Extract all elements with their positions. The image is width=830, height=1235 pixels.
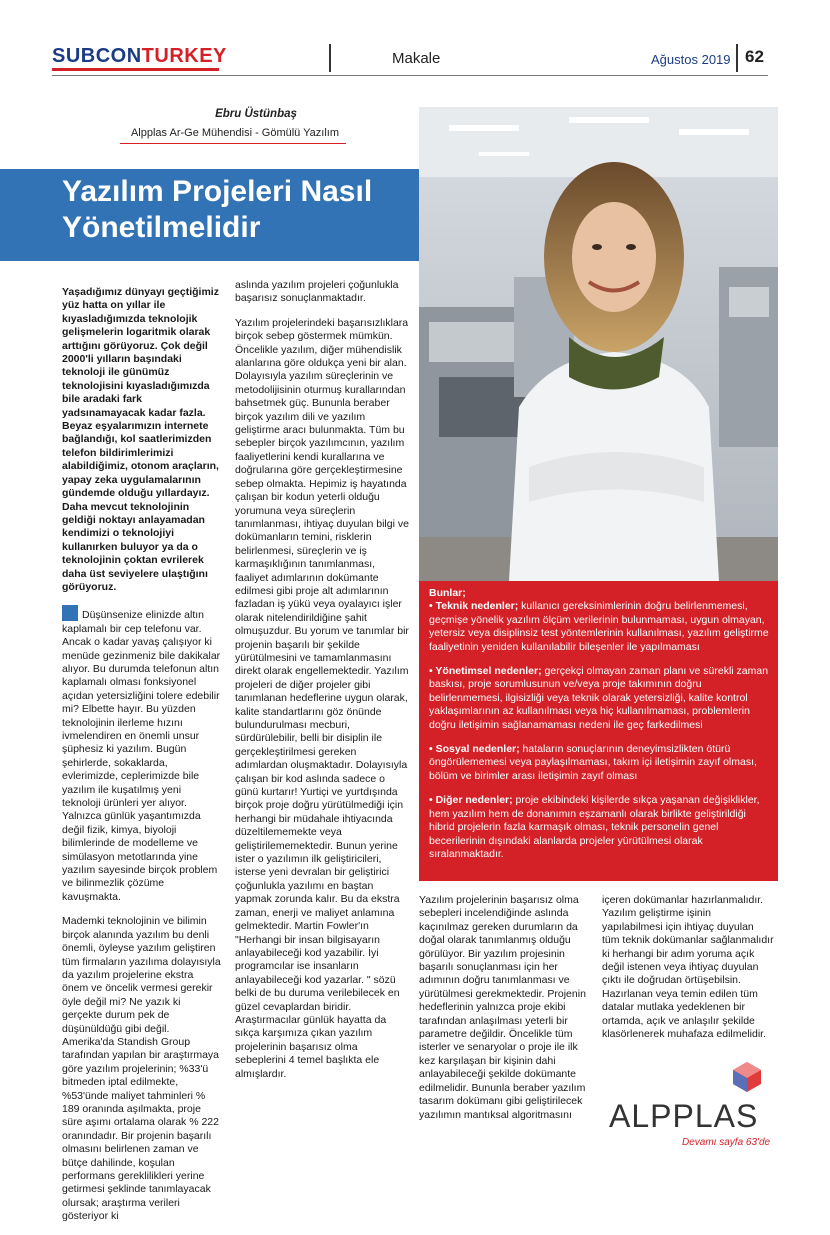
page-number: 62	[745, 47, 764, 66]
causes-box	[419, 581, 778, 881]
cause-title: • Sosyal nedenler;	[429, 743, 520, 756]
section-label: Makale	[392, 50, 441, 67]
body-paragraph: içeren dokümanlar hazırlanmalıdır. Yazılım geliştirme işinin yapılabilmesi için ihtiyaç duyulan tüm teknik dokümanlar sağlanmalıdır ki herhangi bir adım yoruma açık değil istenen veya ihtiyaç duyulan çıktı ile doğrudan örtüşebilsin. Hazırlanan veya temin edilen tüm datalar mutlaka yedeklenen bir ortamda, açık ve anlaşılır şekilde klasörlenerek muhafaza edilmelidir.	[602, 894, 774, 1041]
cause-item	[429, 743, 770, 783]
header-divider	[52, 75, 768, 76]
body-paragraph: Yazılım projelerindeki başarısızlıklara birçok sebep göstermek mümkün. Öncelikle yazılım, diğer mühendislik alanlarına göre oldukça yeni bir alan. Dolayısıyla yazılım süreçlerinin ve metodolijisinin oturmuş kurallarından bahsetmek güç. Bununla beraber birçok yazılım dili ve yazılım geliştirme aracı bulunmakta. Tüm bu sebepler birçok yazılımcının, yazılım faaliyetlerini kendi kurallarına ve doğrularına göre gerçekleştirmesine sebep olmakta. Hepimiz iş hayatında çalışan bir kodun yeterli olduğu yorumuna veya süreçlerin tanımlanması, ihtiyaç duyulan bilgi ve dokümanların temini, risklerin belirlenmesi, süreçlerin ve iş karmaşıklığının tanımlanması, faaliyet adımlarının dokümante edilmesi gibi proje alt adımlarının fazladan iş yükü veya oyalayıcı işler olarak nitelendirildiğine şahit olmuşuzdur. Bu yorum ve tanımlar bir projenin başarılı bir şekilde yürütülmesini ve tamamlanmasını direkt olarak engellemektedir. Yazılım projeleri de diğer projeler gibi tanımlanan hedeflerine uygun olarak, kalite standartlarını göz önünde bulundurulması mecburi, sürdürülebilir, belli bir disiplin ile gerçekleştirilmesi gereken adımlardan oluşmaktadır. Dolayısıyla çalışan bir kod aslında sadece o günü kurtarır! Yurtiçi ve yurtdışında birçok proje doğru yürütülmediği için herhangi bir müdahale ihtiyacında düzeltilememekte veya geliştirilememektedir. Bunun yerine ister o yazılımın ilk geliştiricileri, isterse yeni devralan bir geliştirici çoğunlukla yazılımı en baştan yapmak zorunda kalır. Bu da ekstra zaman, enerji ve maliyet anlamına gelmektedir. Martin Fowler'ın "Herhangi bir insan bilgisayarın anlayabileceği kod yazabilir. İyi programcılar ise insanların anlayabileceği kod yazarlar. " sözü belki de bu duruma verilebilecek en güzel cevaplardan biridir. Araştırmacılar günlük hayatta da sıkça karşımıza çıkan yazılım projelerinin başarısız olma sebeplerini 4 temel başlıkta ele almışlardır.	[235, 316, 409, 1080]
section-marker	[62, 605, 78, 621]
article-column-2	[235, 279, 411, 1092]
causes-heading: Bunlar;	[429, 587, 466, 599]
lead-paragraph: Yaşadığımız dünyayı geçtiğimiz yüz hatta on yıllar ile kıyasladığımızda teknolojik gelişmelerin logaritmik olarak arttığını görüyoruz. Çok değil 2000'li yılların başındaki teknoloji ile günümüz teknolojisini kıyasladığımızda bile aradaki fark yadsınamayacak kadar fazla. Beyaz eşyalarımızın internete bağlandığı, kol saatlerimizden telefon bildirimlerimizi alabildiğimiz, otonom araçların, yapay zeka uygulamalarının gündemde olduğu yıllardayız. Daha mevcut teknolojinin geldiği noktayı anlayamadan kendimizi o teknolojiyi kullanırken buluyor ya da o teknolojinin çoktan evrilerek daha üst seviyelere ulaştığını görüyoruz.	[62, 286, 219, 593]
body-paragraph: Mademki teknolojinin ve bilimin birçok alanında yazılım bu denli önemli, öyleyse yazılım geliştiren tüm firmaların yazılıma dolayısıyla da yazılım projelerine ekstra önem ve öncelik vermesi gerekir öyle değil mi? Ne yazık ki gerçekte durum pek de düşünüldüğü gibi değil. Amerika'da Standish Group tarafından yapılan bir araştırmaya göre yazılım projelerinin; %33'ü bitmeden iptal edilmekte, %53'ünde maliyet tahminleri % 189 oranında aşılmakta, proje süre aşımı ortalama olarak % 222 oranındadır. Bir projenin başarılı olmasını belirlenen zaman ve bütçe dahilinde, koşulan performans gereklilikleri yerine getirmesi şeklinde tanımlayacak olursak; araştırma verileri gösteriyor ki	[62, 915, 221, 1223]
article-title: Yazılım Projeleri Nasıl Yönetilmelidir	[62, 175, 373, 244]
author-name: Ebru Üstünbaş	[215, 108, 297, 120]
cause-text: gerçekçi olmayan zaman planı ve sürekli zaman baskısı, proje sorumlusunun ve/veya proje takımının doğru belirlenmemesi, ilgisizliği veya teknik olarak yetersizliği, kalite kontrol yaklaşımlarının az kullanılması veya hiç kullanılmaması, problemlerin doğru iletişimin sağlanamaması nedeni ile geç farkedilmesi	[429, 665, 769, 731]
logo-turkey: TURKEY	[141, 45, 227, 67]
cause-text: proje ekibindeki kişilerde sıkça yaşanan değişiklikler, hem yazılım hem de donanımın eşzamanlı olarak birlikte geliştirildiği hibrid projelerin fazla karmaşık olması, teknik personelin genel becerilerinin dışındaki alanlarda projeler yürütülmesi olarak sıralanmaktadır.	[429, 794, 760, 860]
alpplas-brand: ALPPLAS	[609, 1098, 759, 1134]
continued-note: Devamı sayfa 63'de	[682, 1137, 771, 1148]
article-column-1	[62, 286, 222, 1235]
logo-underline	[52, 68, 219, 71]
header-separator	[736, 44, 738, 72]
header-separator	[329, 44, 331, 72]
cause-item	[429, 600, 770, 654]
cause-title: • Yönetimsel nedenler;	[429, 665, 542, 678]
cause-text: hataların sonuçlarının deneyimsizlikten ötürü öngörülememesi veya paylaşılmaması, takım içi iletişimin zayıf olması, bölüm ve birimler arası iletişimin zayıf olması	[429, 743, 757, 782]
cause-text: kullanıcı gereksinimlerinin doğru belirlenmemesi, geçmişe yönelik yazılım ölçüm verilerinin bulunmaması, uygun olmayan, yetersiz veya disiplinsiz test yöntemlerinin kullanılması, yazılım geliştirme faaliyetinin yeniden kullanılabilir bileşenler ile yapılmaması	[429, 600, 769, 653]
affiliation-underline	[120, 143, 346, 144]
subconturkey-logo	[52, 44, 227, 68]
author-photo	[419, 107, 778, 581]
cause-item	[429, 794, 770, 861]
logo-subcon: SUBCON	[52, 45, 142, 67]
cause-item	[429, 665, 770, 732]
body-paragraph: Yazılım projelerinin başarısız olma sebepleri incelendiğinde aslında kaçınılmaz gereken durumların da doğal olarak tanımlanmış olduğu görülüyor. Bir yazılım projesinin başarılı sonuçlanması için her adımının doğru tanımlanması ve yürütülmesi gerekmektedir. Projenin hedeflerinin yalnızca proje ekibi tarafından anlaşılması yeterli bir parametre değildir. Öncelikle tüm isterler ve senaryolar o proje ile ilk kez karşılaşan bir kişinin dahi anlayabileceği şekilde dokümante edilmelidir. Bununla beraber yazılım tasarım dokümanı gibi geliştirilecek yazılımın mantıksal algoritmasını	[419, 894, 586, 1121]
body-paragraph: aslında yazılım projeleri çoğunlukla başarısız sonuçlanmaktadır.	[235, 279, 399, 305]
alpplas-logo-mark-icon	[733, 1062, 761, 1092]
article-column-3	[419, 894, 589, 1133]
article-column-4	[602, 894, 774, 1052]
author-affiliation: Alpplas Ar-Ge Mühendisi - Gömülü Yazılım	[130, 127, 340, 139]
issue-date: Ağustos 2019	[651, 52, 731, 67]
cause-title: • Teknik nedenler;	[429, 600, 519, 613]
body-text: Düşünsenize elinizde altın kaplamalı bir cep telefonu var. Ancak o kadar yavaş çalışıyor ki menüde gezinmeniz bile dakikalar alıyor. Bu durumda telefonun altın kaplamalı olması fonksiyonel açıdan yetersizliğini tolere edebilir mi? Elbette hayır. Bu yüzden teknolojinin ilerleme hızını ivmelendiren en önemli unsur şüphesiz ki yazılım. Bugün şehirlerde, sokaklarda, evlerimizde, ceplerimizde bile yazılım ile kuşatılmış yeni teknoloji ürünleri yer alıyor. Yalnızca günlük yaşantımızda değil fizik, kimya, biyoloji bilimlerinde de modelleme ve simülasyon metotlarında yine yazılım sayesinde birçok problem ve bilinmezlik çözüme kavuşmakta.	[62, 609, 221, 903]
cause-title: • Diğer nedenler;	[429, 794, 513, 807]
body-paragraph	[62, 605, 222, 904]
